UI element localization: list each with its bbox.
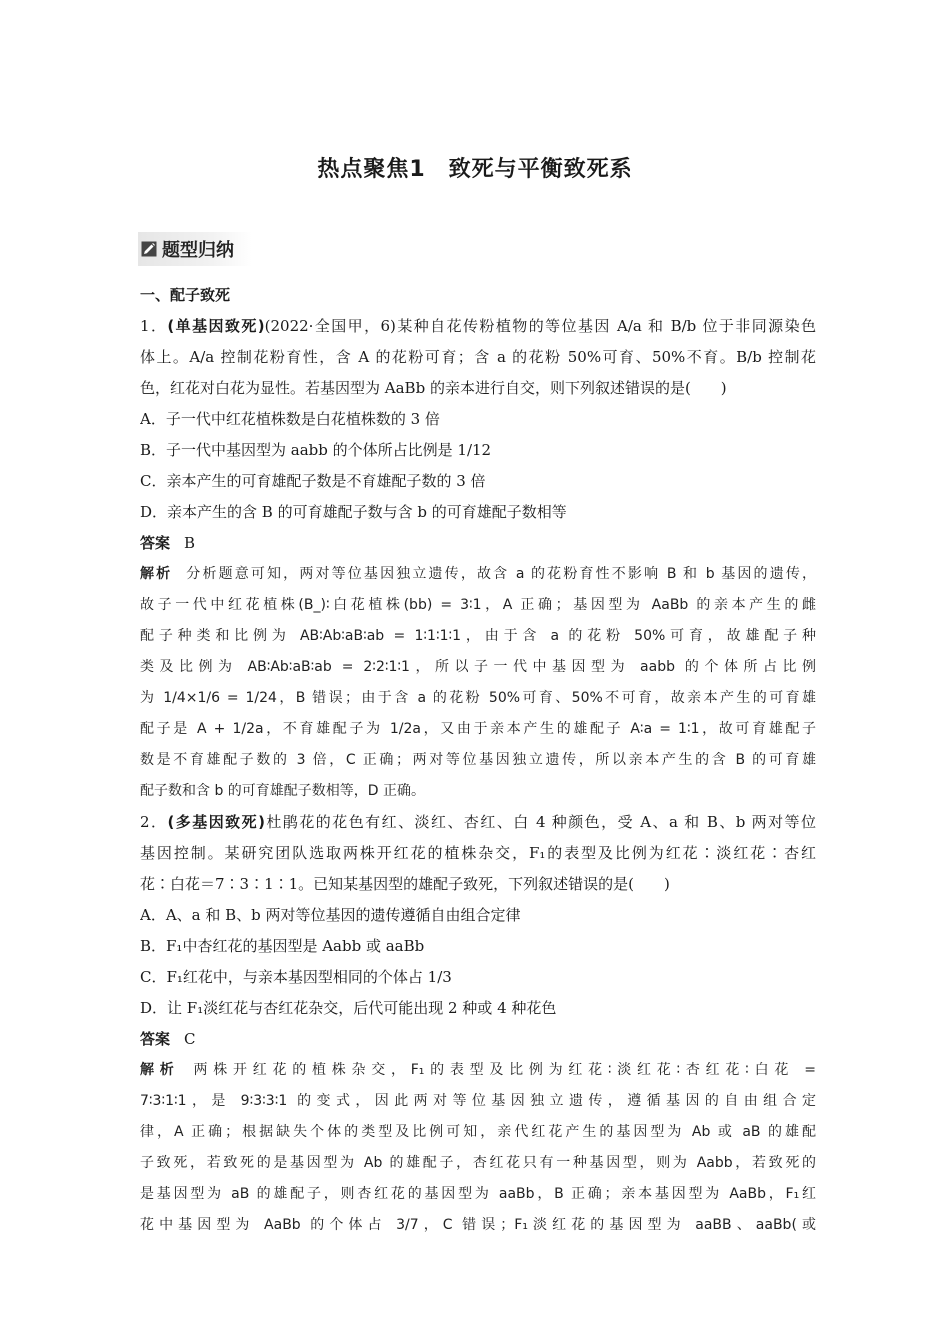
q1-explanation-line: 为 1/4×1/6 = 1/24，B 错误；由于含 a 的花粉 50%可育、50%不可育，故亲本产生的可育雄 [140,690,816,706]
sub-heading: 一、配子致死 [140,286,231,304]
q2-option-b: B．F₁中杏红花的基因型是 Aabb 或 aaBb [140,937,425,955]
q2-explanation-label: 解析 [140,1062,180,1078]
q1-option-d: D．亲本产生的含 B 的可育雄配子数与含 b 的可育雄配子数相等 [140,503,567,521]
q2-explanation-text: 两株开红花的植株杂交，F₁的表型及比例为红花∶淡红花∶杏红花∶白花 = [193,1062,816,1078]
q1-explanation-line: 配子种类和比例为 AB∶Ab∶aB∶ab = 1∶1∶1∶1，由于含 a 的花粉 50%可育，故雄配子种 [140,628,816,644]
q2-answer [140,1024,816,1055]
q1-answer [140,528,816,559]
q2-explanation-line [140,1055,816,1086]
q2-number: 2． [140,813,168,831]
content-body [140,280,816,1241]
q2-explanation-line: 子致死，若致死的是基因型为 Ab 的雄配子，杏红花只有一种基因型，则为 Aabb，若致死的 [140,1155,816,1171]
q1-explanation-line: 配子是 A + 1/2a，不育雄配子为 1/2a，又由于亲本产生的雄配子 A∶a = 1∶1，故可育雄配子 [140,721,816,737]
pencil-square-icon [141,241,157,257]
q1-explanation-line: 数是不育雄配子数的 3 倍，C 正确；两对等位基因独立遗传，所以亲本产生的含 B 的可育雄 [140,752,816,768]
q2-option-d: D．让 F₁淡红花与杏红花杂交，后代可能出现 2 种或 4 种花色 [140,999,557,1017]
q1-number: 1． [140,317,168,335]
q1-answer-value: B [184,534,196,552]
q2-stem-line-2: 基因控制。某研究团队选取两株开红花的植株杂交，F₁的表型及比例为红花∶淡红花∶杏红 [140,844,816,862]
q2-explanation-line: 7∶3∶1∶1，是 9∶3∶3∶1 的变式，因此两对等位基因独立遗传，遵循基因的自由组合定 [140,1093,816,1109]
q2-option-c: C．F₁红花中，与亲本基因型相同的个体占 1/3 [140,968,452,986]
q1-explanation-text: 分析题意可知，两对等位基因独立遗传，故含 a 的花粉育性不影响 B 和 b 基因的遗传， [186,566,816,582]
section-tag-label: 题型归纳 [162,240,234,261]
q1-option-b: B．子一代中基因型为 aabb 的个体所占比例是 1/12 [140,441,492,459]
q1-stem-line-1 [140,311,816,342]
q2-explanation-line: 花中基因型为 AaBb 的个体占 3/7，C 错误；F₁淡红花的基因型为 aaBB、aaBb(或 [140,1217,816,1233]
q2-tag: (多基因致死) [167,813,265,831]
q1-stem-text: (2022·全国甲，6)某种自花传粉植物的等位基因 A/a 和 B/b 位于非同源染色 [264,317,816,335]
q1-option-c: C．亲本产生的可育雄配子数是不育雄配子数的 3 倍 [140,472,486,490]
q2-answer-value: C [184,1030,196,1048]
q2-answer-label: 答案 [140,1030,171,1048]
q1-tag: (单基因致死) [167,317,265,335]
q1-explanation-line [140,559,816,590]
q2-stem-line-3: 花∶白花＝7∶3∶1∶1。已知某基因型的雄配子致死，下列叙述错误的是( ) [140,875,670,893]
q1-answer-label: 答案 [140,534,171,552]
q1-explanation-line: 配子数和含 b 的可育雄配子数相等，D 正确。 [140,783,426,799]
q1-stem-line-3: 色，红花对白花为显性。若基因型为 AaBb 的亲本进行自交，则下列叙述错误的是( ) [140,379,727,397]
q1-explanation-label: 解析 [140,566,173,582]
q1-option-a: A．子一代中红花植株数是白花植株数的 3 倍 [140,410,440,428]
q2-explanation-line: 是基因型为 aB 的雄配子，则杏红花的基因型为 aaBb，B 正确；亲本基因型为 AaBb，F₁红 [140,1186,816,1202]
q1-stem-line-2: 体上。A/a 控制花粉育性，含 A 的花粉可育；含 a 的花粉 50%可育、50%不育。B/b 控制花 [140,348,816,366]
page-title: 热点聚焦1 致死与平衡致死系 [317,157,633,182]
q2-explanation-line: 律，A 正确；根据缺失个体的类型及比例可知，亲代红花产生的基因型为 Ab 或 aB 的雄配 [140,1124,816,1140]
q1-explanation-line: 故子一代中红花植株(B_)∶白花植株(bb) = 3∶1，A 正确；基因型为 AaBb 的亲本产生的雌 [140,597,816,613]
section-tag [138,232,252,266]
q1-explanation-line: 类及比例为 AB∶Ab∶aB∶ab = 2∶2∶1∶1，所以子一代中基因型为 aabb 的个体所占比例 [140,659,816,675]
q2-option-a: A．A、a 和 B、b 两对等位基因的遗传遵循自由组合定律 [140,906,521,924]
q2-stem-text: 杜鹃花的花色有红、淡红、杏红、白 4 种颜色，受 A、a 和 B、b 两对等位 [264,813,816,831]
q2-stem-line-1 [140,807,816,838]
